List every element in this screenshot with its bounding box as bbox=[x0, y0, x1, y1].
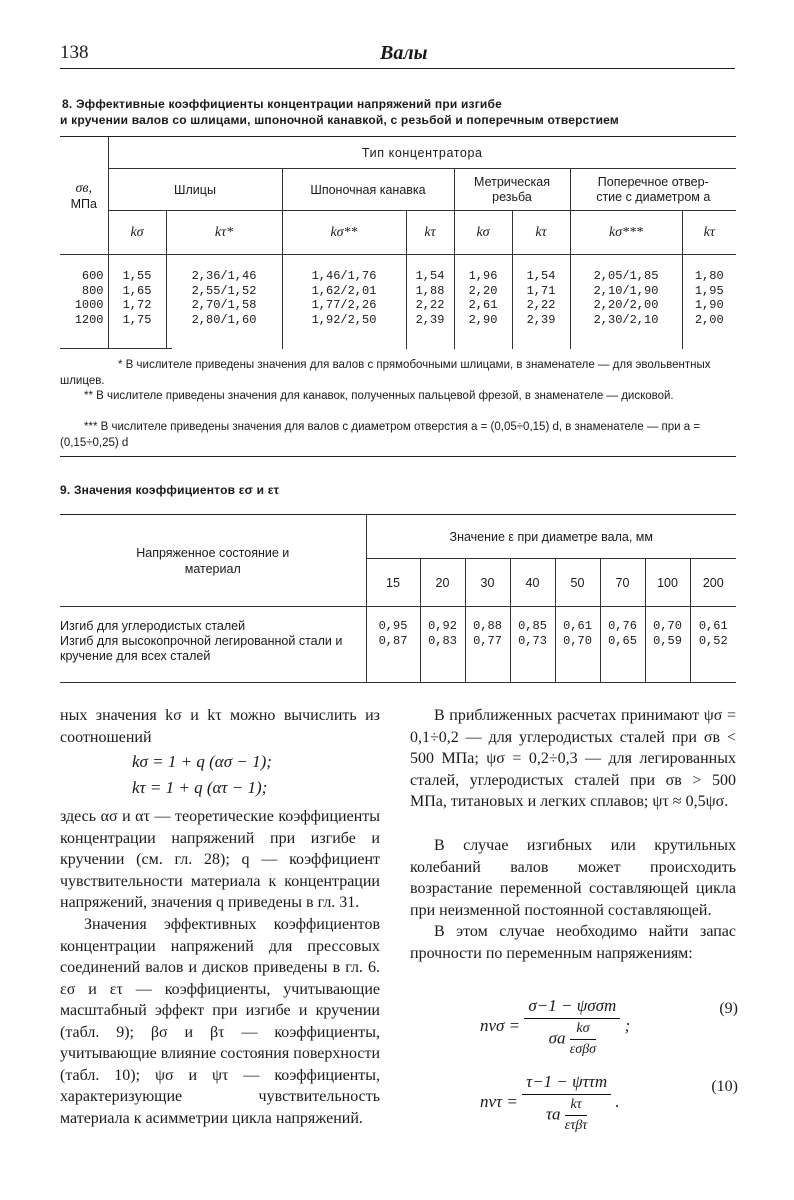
table8-col-hole-line2: стие с диаметром a bbox=[596, 189, 711, 204]
left-paragraph-1: здесь ασ и ατ — теоретические коэффициенты концентрации напряжений при изгибе и кручении (см. гл. 28); q — коэффициент чувствительности материала к концентрации напряжений, значения q приведены в гл. 31. bbox=[60, 808, 380, 911]
formula-k-tau: kτ = 1 + q (ατ − 1); bbox=[132, 778, 268, 797]
table8-bottom-rule bbox=[60, 456, 736, 457]
table9-diameter: 40 bbox=[510, 559, 555, 607]
eq9-numerator: σ−1 − ψσσm bbox=[524, 996, 620, 1019]
table8-sub-splines-kt: kτ* bbox=[166, 211, 282, 255]
table8-sub-keyway-kt: kτ bbox=[406, 211, 454, 255]
table8-sub-splines-ks: kσ bbox=[108, 211, 166, 255]
table8-sub-thread-ks: kσ bbox=[454, 211, 512, 255]
table9-caption: 9. Значения коэффициентов εσ и ετ bbox=[60, 483, 280, 497]
table8-sigma-values: 600 800 1000 1200 bbox=[74, 269, 104, 327]
eq10-tail: . bbox=[615, 1091, 620, 1111]
table9-diameter: 100 bbox=[645, 559, 690, 607]
eq10-denominator bbox=[522, 1095, 611, 1134]
table8-col-keyway: Шпоночная канавка bbox=[282, 169, 454, 211]
table8 bbox=[60, 136, 736, 349]
eq10-lhs: nvτ = bbox=[480, 1091, 518, 1111]
table8-keyway-ks: 1,46/1,76 1,62/2,01 1,77/2,26 1,92/2,50 bbox=[282, 255, 406, 349]
table8-stub-sigma: σв, bbox=[75, 180, 92, 196]
eq9-tail: ; bbox=[624, 1015, 631, 1035]
table9-values: 0,61 0,70 bbox=[555, 607, 600, 683]
eq9-denominator bbox=[524, 1019, 620, 1058]
right-paragraph-1: В приближенных расчетах принимают ψσ = 0,1÷0,2 — для углеродистых сталей при σв < 500 МПа; ψσ = 0,2÷0,3 — для легированных сталей, углеродистых сталей при σв > 500 МПа, титановых и легких сплавов; ψτ ≈ 0,5ψσ. bbox=[410, 707, 736, 810]
table8-stub-unit: МПа bbox=[70, 196, 97, 211]
eq9-den-amp: σa bbox=[548, 1028, 566, 1048]
table8-col-thread-line1: Метрическая bbox=[474, 174, 550, 189]
header-rule bbox=[60, 68, 735, 69]
table8-footnote-1: * В числителе приведены значения для валов с прямобочными шлицами, в знаменателе — для эвольвентных шлицев. bbox=[60, 359, 711, 387]
table8-caption-line2: и кручении валов со шлицами, шпоночной канавкой, с резьбой и поперечным отверстием bbox=[60, 113, 619, 127]
table8-sub-hole-kt: kτ bbox=[682, 211, 736, 255]
table9-values: 0,70 0,59 bbox=[645, 607, 690, 683]
right-paragraph-3: В этом случае необходимо найти запас прочности по переменным напряжениям: bbox=[410, 923, 736, 962]
table8-stub-header bbox=[60, 137, 108, 255]
equation-9 bbox=[480, 996, 630, 1058]
table8-sub-hole-ks: kσ*** bbox=[570, 211, 682, 255]
table8-col-thread-line2: резьба bbox=[492, 189, 532, 204]
table8-sub-keyway-ks: kσ** bbox=[282, 211, 406, 255]
table8-footnote-2: ** В числителе приведены значения для канавок, полученных пальцевой фрезой, в знаменателе — дисковой. bbox=[84, 390, 674, 402]
table8-col-thread bbox=[454, 169, 570, 211]
table9-stub-header: Напряженное состояние и материал bbox=[60, 515, 366, 607]
footnote-rule bbox=[60, 348, 172, 349]
table9-diameter: 50 bbox=[555, 559, 600, 607]
table9-diameter: 30 bbox=[465, 559, 510, 607]
table8-splines-ks: 1,55 1,65 1,72 1,75 bbox=[108, 255, 166, 349]
left-intro: ных значения kσ и kτ можно вычислить из соотношений bbox=[60, 707, 380, 746]
equation-10 bbox=[480, 1072, 620, 1134]
table8-hole-ks: 2,05/1,85 2,10/1,90 2,20/2,00 2,30/2,10 bbox=[570, 255, 682, 349]
eq9-fraction bbox=[524, 996, 620, 1058]
table9-values: 0,76 0,65 bbox=[600, 607, 645, 683]
table8-splines-kt: 2,36/1,46 2,55/1,52 2,70/1,58 2,80/1,60 bbox=[166, 255, 282, 349]
eq10-inner-num: kτ bbox=[565, 1097, 588, 1116]
eq9-lhs: nvσ = bbox=[480, 1015, 521, 1035]
table9-diameter: 15 bbox=[366, 559, 420, 607]
table9-values: 0,88 0,77 bbox=[465, 607, 510, 683]
table8-keyway-kt: 1,54 1,88 2,22 2,39 bbox=[406, 255, 454, 349]
table8-sub-thread-kt: kτ bbox=[512, 211, 570, 255]
formula-k-sigma: kσ = 1 + q (ασ − 1); bbox=[132, 752, 272, 771]
eq9-label: (9) bbox=[719, 1000, 738, 1017]
eq10-numerator: τ−1 − ψττm bbox=[522, 1072, 611, 1095]
table8-hole-kt: 1,80 1,95 1,90 2,00 bbox=[682, 255, 736, 349]
table9-row-labels: Изгиб для углеродистых сталей Изгиб для высокопрочной легированной стали и кручение для всех сталей bbox=[60, 607, 366, 683]
table9 bbox=[60, 514, 736, 683]
table8-caption-line1: 8. Эффективные коэффициенты концентрации напряжений при изгибе bbox=[62, 97, 502, 111]
table8-footnote-3: *** В числителе приведены значения для валов с диаметром отверстия a = (0,05÷0,15) d, в знаменателе — при a = (0,15÷0,25) d bbox=[60, 421, 701, 449]
table9-group-header: Значение ε при диаметре вала, мм bbox=[366, 515, 736, 559]
table8-col-hole-line1: Поперечное отвер- bbox=[597, 174, 709, 189]
table9-values: 0,85 0,73 bbox=[510, 607, 555, 683]
eq10-label: (10) bbox=[711, 1078, 738, 1095]
table9-values: 0,61 0,52 bbox=[690, 607, 736, 683]
eq10-fraction bbox=[522, 1072, 611, 1134]
table9-values: 0,95 0,87 bbox=[366, 607, 420, 683]
eq9-inner-den: εσβσ bbox=[569, 1042, 597, 1057]
table9-diameter: 20 bbox=[420, 559, 465, 607]
eq9-inner-fraction bbox=[570, 1021, 596, 1058]
table8-col-splines: Шлицы bbox=[108, 169, 282, 211]
table9-diameter: 200 bbox=[690, 559, 736, 607]
table9-values: 0,92 0,83 bbox=[420, 607, 465, 683]
page-number: 138 bbox=[60, 42, 89, 63]
eq10-inner-fraction bbox=[565, 1097, 588, 1134]
table8-col-hole bbox=[570, 169, 736, 211]
right-paragraph-2: В случае изгибных или крутильных колебаний валов может происходить возрастание переменной составляющей цикла при неизменной постоянной составляющей. bbox=[410, 837, 736, 919]
table8-thread-ks: 1,96 2,20 2,61 2,90 bbox=[454, 255, 512, 349]
running-title: Валы bbox=[380, 42, 428, 64]
left-paragraph-2: Значения эффективных коэффициентов концентрации напряжений для прессовых соединений валов и дисков приведены в гл. 6. εσ и ετ — коэффициенты, учитывающие масштабный эффект при изгибе и кручении (табл. 9); βσ и βτ — коэффициенты, учитывающие влияние состояния поверхности (табл. 10); ψσ и ψτ — коэффициенты, характеризующие чувствительность материала к асимметрии цикла напряжений. bbox=[60, 916, 380, 1127]
table9-diameter: 70 bbox=[600, 559, 645, 607]
eq10-inner-den: ετβτ bbox=[564, 1118, 588, 1133]
eq9-inner-num: kσ bbox=[570, 1021, 596, 1040]
table8-group-header: Тип концентратора bbox=[108, 137, 736, 169]
eq10-den-amp: τa bbox=[545, 1104, 561, 1124]
table8-thread-kt: 1,54 1,71 2,22 2,39 bbox=[512, 255, 570, 349]
